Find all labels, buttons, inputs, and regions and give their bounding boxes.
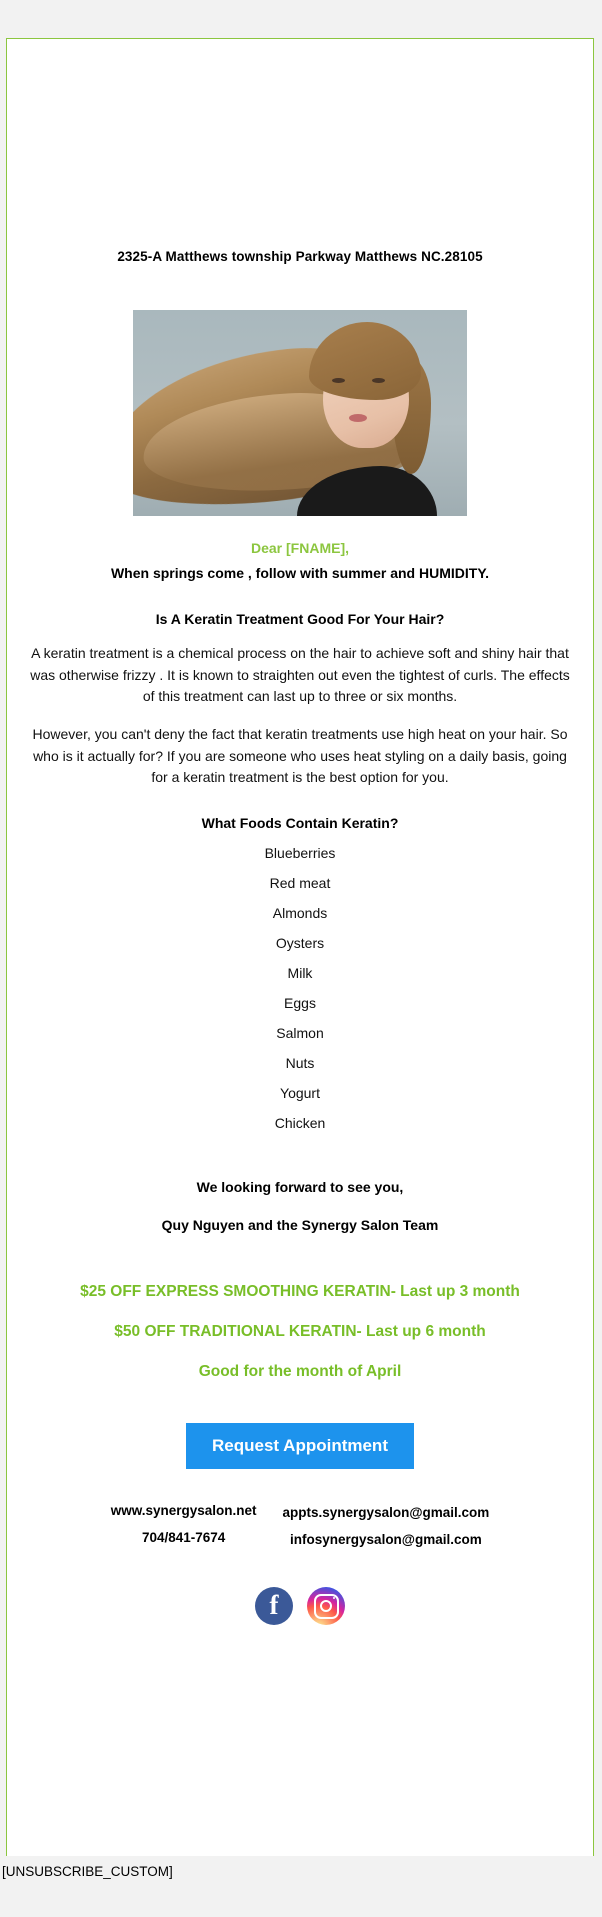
subgreeting-line: When springs come , follow with summer and HUMIDITY. xyxy=(110,565,490,581)
list-item: Milk xyxy=(287,965,313,982)
eye-left-shape xyxy=(332,378,345,383)
cta-container xyxy=(21,1423,579,1469)
contact-block xyxy=(21,1503,579,1559)
email-appointments[interactable]: appts.synergysalon@gmail.com xyxy=(282,1505,490,1521)
contact-column-right xyxy=(283,1503,490,1559)
list-item: Salmon xyxy=(276,1025,324,1042)
list-item: Oysters xyxy=(275,935,325,952)
lips-shape xyxy=(349,414,367,422)
offer-traditional-keratin: $50 OFF TRADITIONAL KERATIN- Last up 6 month xyxy=(114,1323,486,1341)
eye-right-shape xyxy=(372,378,385,383)
email-info[interactable]: infosynergysalon@gmail.com xyxy=(290,1532,482,1548)
instagram-icon[interactable] xyxy=(307,1587,345,1625)
request-appointment-button[interactable]: Request Appointment xyxy=(186,1423,414,1469)
closing-line-one: We looking forward to see you, xyxy=(196,1179,404,1196)
facebook-icon[interactable] xyxy=(255,1587,293,1625)
section-heading-keratin-question: Is A Keratin Treatment Good For Your Hair? xyxy=(155,611,445,627)
section-heading-foods: What Foods Contain Keratin? xyxy=(201,815,399,832)
email-body-frame xyxy=(6,38,594,1874)
website-link[interactable]: www.synergysalon.net xyxy=(110,1503,257,1519)
instagram-glyph xyxy=(314,1594,339,1619)
list-item: Red meat xyxy=(269,875,331,892)
contact-column-left xyxy=(111,1503,257,1559)
closing-line-two: Quy Nguyen and the Synergy Salon Team xyxy=(161,1217,439,1234)
list-item: Yogurt xyxy=(280,1085,320,1102)
hero-image xyxy=(133,310,467,516)
hero-image-container xyxy=(21,310,579,516)
paragraph-one: A keratin treatment is a chemical process on the hair to achieve soft and shiny hair that was otherwise frizzy . It is known to straighten out even the tightest of curls. The effects of this treatment can last up to three or six months. xyxy=(30,645,570,705)
unsubscribe-bar xyxy=(0,1856,602,1886)
list-item: Blueberries xyxy=(264,845,336,862)
list-item: Chicken xyxy=(274,1115,326,1132)
facebook-glyph: f xyxy=(269,1589,279,1620)
offer-express-smoothing: $25 OFF EXPRESS SMOOTHING KERATIN- Last up 3 month xyxy=(80,1283,520,1301)
offer-validity: Good for the month of April xyxy=(198,1363,402,1381)
social-links xyxy=(21,1587,579,1651)
list-item: Almonds xyxy=(272,905,328,922)
salon-address: 2325-A Matthews township Parkway Matthews NC.28105 xyxy=(117,249,483,264)
greeting-line: Dear [FNAME], xyxy=(250,540,349,556)
list-item: Nuts xyxy=(285,1055,315,1072)
paragraph-two: However, you can't deny the fact that keratin treatments use high heat on your hair. So who is it actually for? If you are someone who uses heat styling on a daily basis, going for a keratin treatment is the best option for you. xyxy=(32,726,568,786)
phone-number[interactable]: 704/841-7674 xyxy=(141,1530,226,1546)
unsubscribe-link[interactable]: [UNSUBSCRIBE_CUSTOM] xyxy=(2,1863,173,1879)
header-spacer xyxy=(21,39,579,249)
list-item: Eggs xyxy=(284,995,316,1012)
hair-top-shape xyxy=(309,322,421,400)
